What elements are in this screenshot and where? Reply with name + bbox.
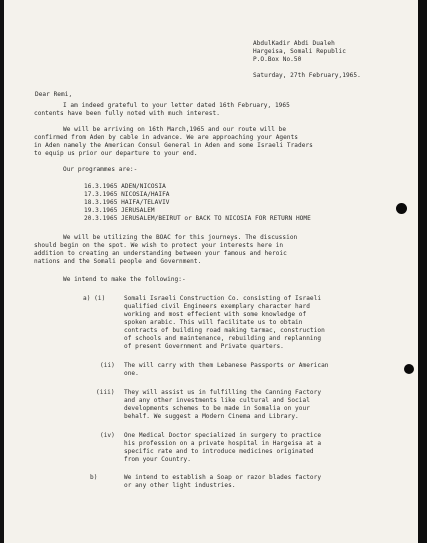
para2-line: to equip us prior our departure to your end. bbox=[34, 150, 198, 157]
salutation: Dear Remi, bbox=[35, 91, 73, 98]
programme-entry: 19.3.1965 JERUSALEM bbox=[84, 207, 155, 214]
para2-line: We will be arriving on 16th March,1965 and our route will be bbox=[63, 126, 287, 133]
item-iii-line: behalf. We suggest a Modern Cinema and Library. bbox=[124, 413, 299, 420]
letter-page bbox=[4, 0, 418, 543]
programme-heading: Our programmes are:- bbox=[63, 166, 138, 173]
sender-name: AbdulKadir Abdi Dualeh bbox=[253, 40, 335, 47]
programme-entry: 16.3.1965 ADEN/NICOSIA bbox=[84, 183, 166, 190]
item-label: b) bbox=[90, 474, 98, 481]
para3-line: We will be utilizing the BOAC for this journeys. The discussion bbox=[63, 234, 298, 241]
para3-line: nations and the Somali people and Government. bbox=[34, 258, 202, 265]
para1-line: contents have been fully noted with much interest. bbox=[34, 110, 220, 117]
item-a-line: of present Government and Private quarters. bbox=[124, 343, 284, 350]
item-label: (iii) bbox=[96, 389, 115, 396]
programme-entry: 20.3.1965 JERUSALEM/BEIRUT or BACK TO NICOSIA FOR RETURN HOME bbox=[84, 215, 311, 222]
sender-box: P.O.Box No.50 bbox=[253, 56, 302, 63]
item-b-line: We intend to establish a Soap or razor blades factory bbox=[124, 474, 322, 481]
para1-line: I am indeed grateful to your letter dated 16th February, 1965 bbox=[63, 102, 290, 109]
item-b-line: or any other light industries. bbox=[124, 482, 236, 489]
item-iv-line: One Medical Doctor specialized in surgery to practice bbox=[124, 432, 322, 439]
programme-entry: 18.3.1965 HAIFA/TELAVIV bbox=[84, 199, 170, 206]
item-a-line: spoken arabic. This will facilitate us to obtain bbox=[124, 319, 303, 326]
letter-date: Saturday, 27th February,1965. bbox=[253, 72, 361, 79]
scan-right-edge bbox=[418, 0, 427, 543]
para3-line: should begin on the spot. We wish to protect your interests here in bbox=[34, 242, 284, 249]
punch-hole bbox=[396, 203, 407, 214]
item-label: (ii) bbox=[100, 362, 115, 369]
programme-entry: 17.3.1965 NICOSIA/HAIFA bbox=[84, 191, 170, 198]
item-a-line: contracts of building road making tarmac, construction bbox=[124, 327, 325, 334]
item-label: a) (i) bbox=[83, 295, 106, 302]
item-a-line: qualified civil Engineers exemplary character hard bbox=[124, 303, 310, 310]
item-iv-line: specific rate and to introduce medicines originated bbox=[124, 448, 314, 455]
item-iii-line: They will assist us in fulfilling the Canning Factory bbox=[124, 389, 322, 396]
item-iv-line: from your Country. bbox=[124, 456, 191, 463]
para2-line: confirmed from Aden by cable in advance. We are approaching your Agents bbox=[34, 134, 299, 141]
item-iv-line: his profession on a private hospital in Hargeisa at a bbox=[124, 440, 322, 447]
item-iii-line: and any other investments like cultural and Social bbox=[124, 397, 310, 404]
item-ii-line: one. bbox=[124, 370, 139, 377]
sender-city: Hargeisa, Somali Republic bbox=[253, 48, 346, 55]
punch-hole bbox=[404, 364, 414, 374]
item-iii-line: developments schemes to be made in Somalia on your bbox=[124, 405, 310, 412]
para2-line: in Aden namely the American Consul General in Aden and some Israeli Traders bbox=[34, 142, 313, 149]
item-label: (iv) bbox=[100, 432, 115, 439]
item-ii-line: The will carry with them Lebanese Passports or American bbox=[124, 362, 329, 369]
item-a-line: working and most effecient with some knowledge of bbox=[124, 311, 307, 318]
intend-heading: We intend to make the following:- bbox=[63, 276, 186, 283]
item-a-line: of schools and maintenance, rebuilding and replanning bbox=[124, 335, 322, 342]
para3-line: addition to creating an understanding between your famous and heroic bbox=[34, 250, 287, 257]
item-a-line: Somali Israeli Construction Co. consisting of Israeli bbox=[124, 295, 322, 302]
